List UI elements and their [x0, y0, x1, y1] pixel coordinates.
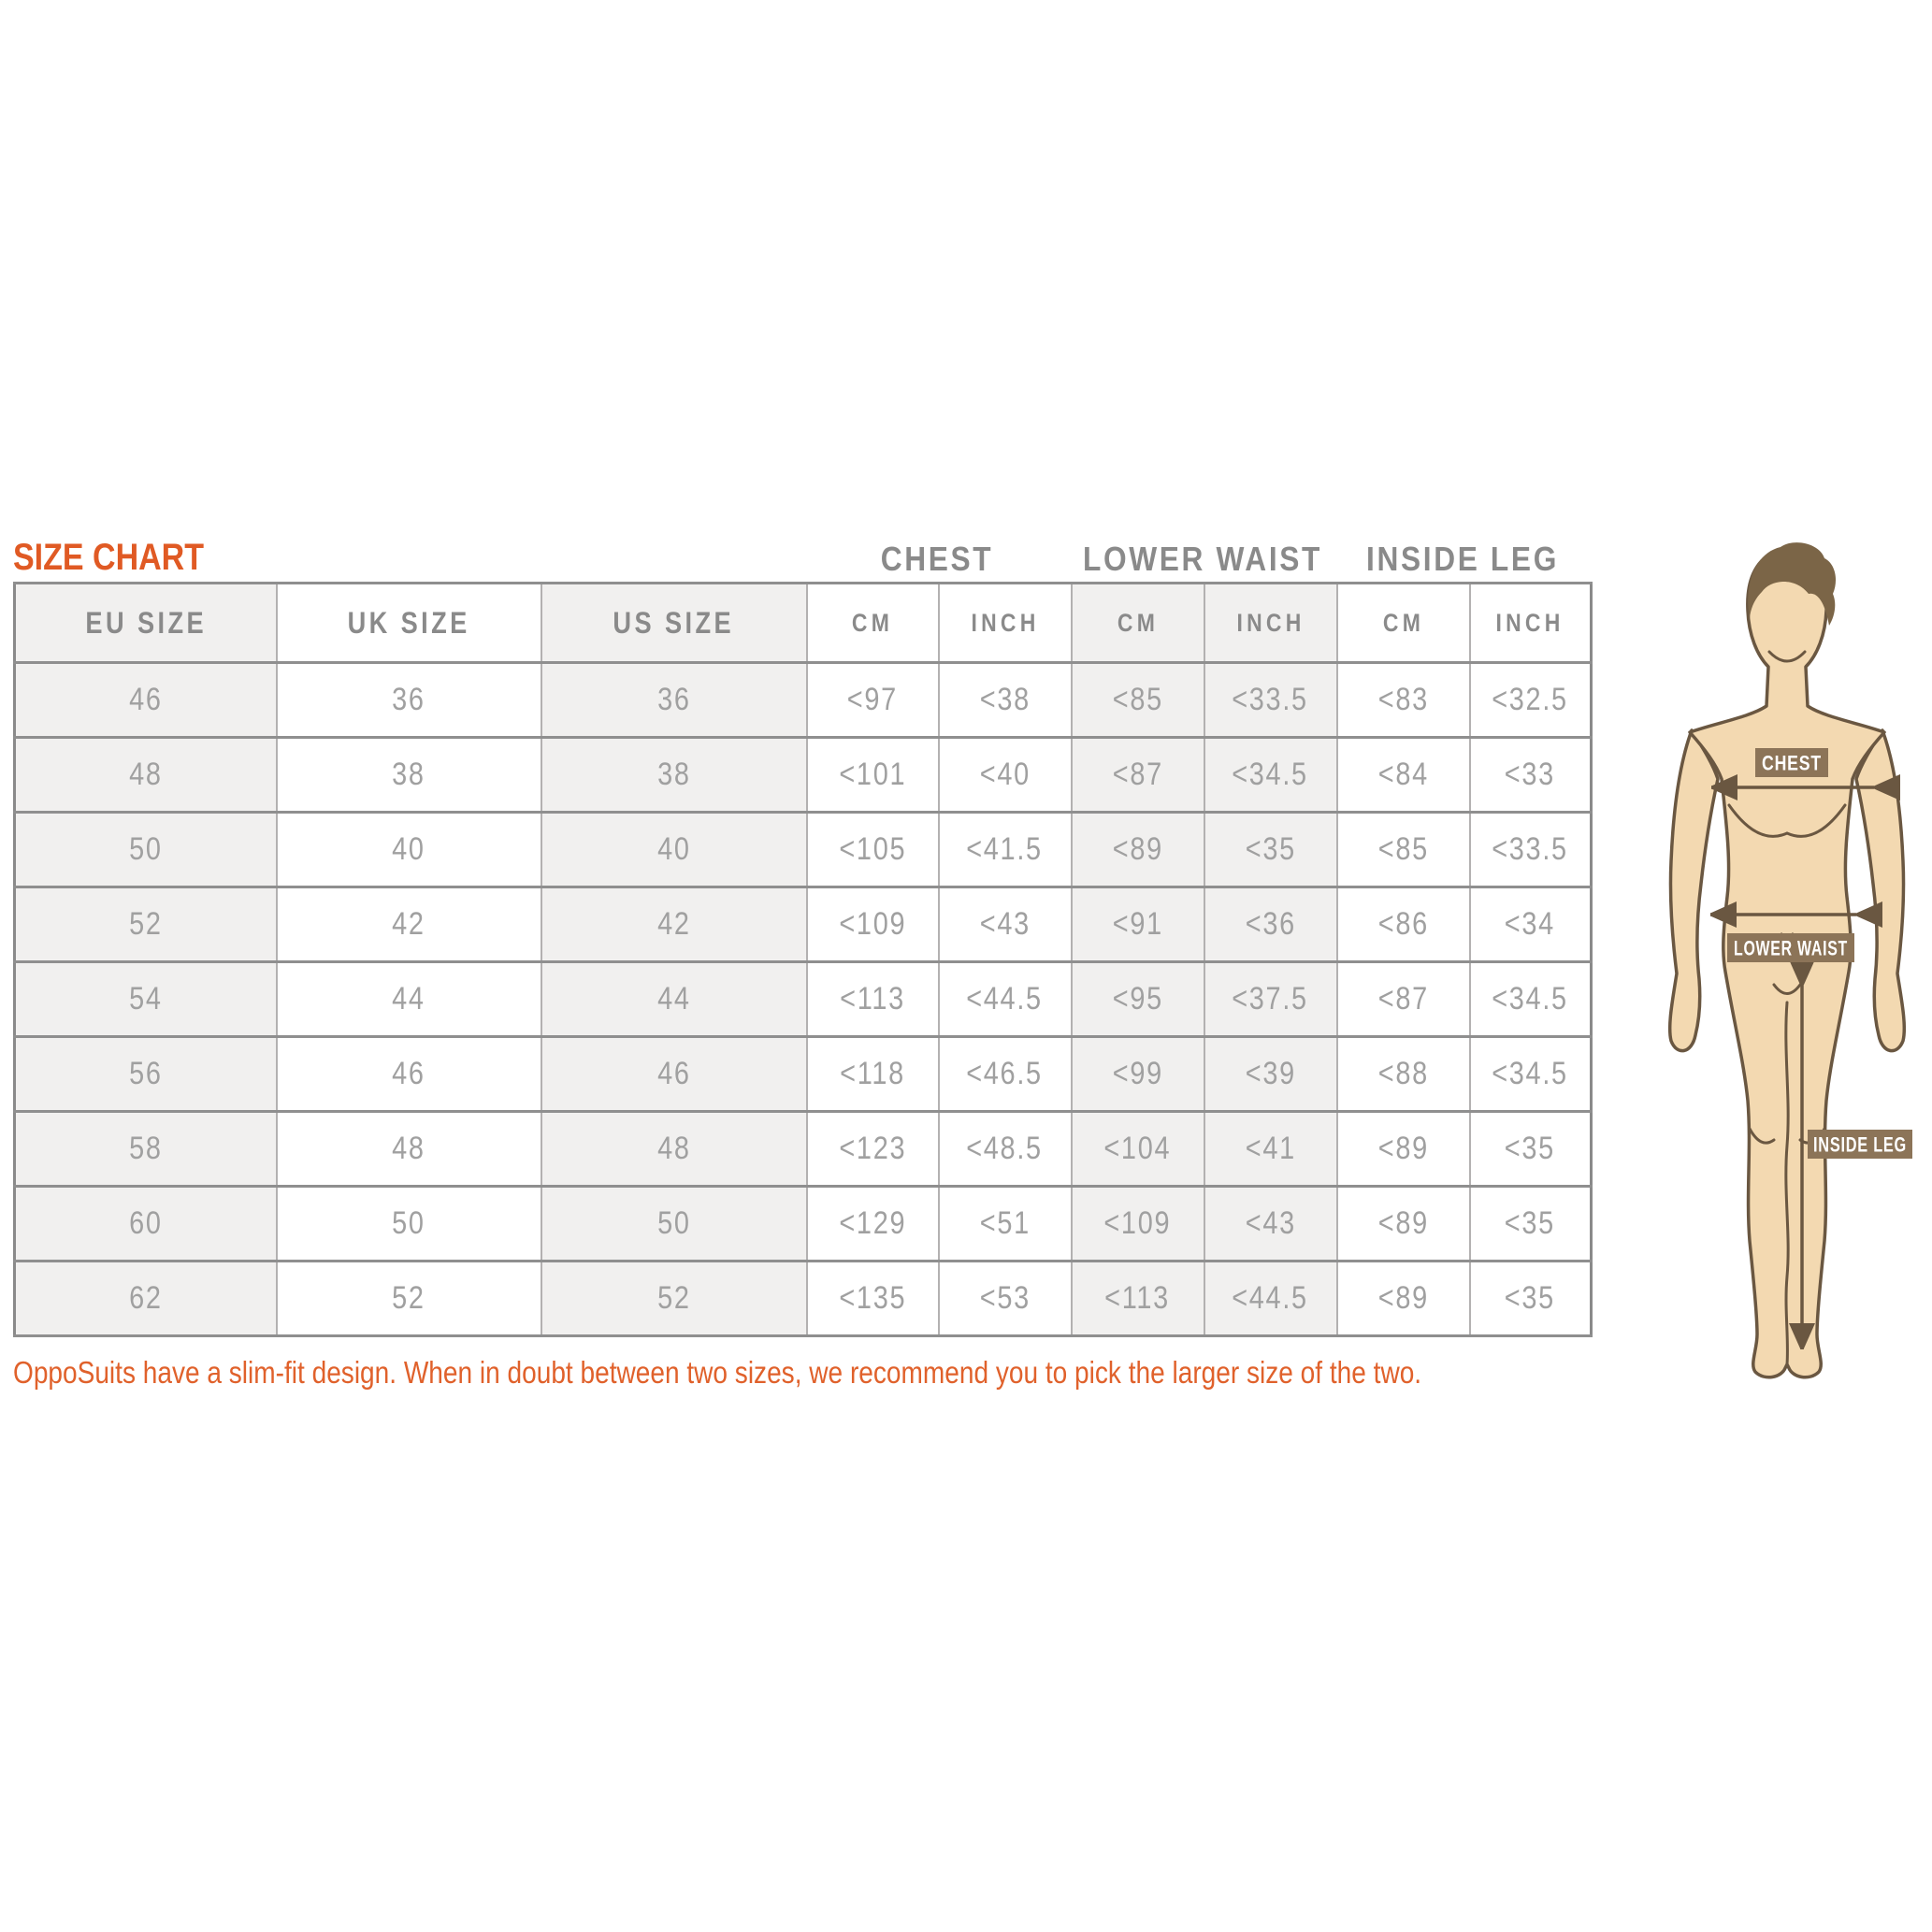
size-cell [15, 1112, 277, 1187]
size-cell [541, 663, 807, 738]
header-label: CM [1117, 608, 1159, 637]
size-cell [541, 1037, 807, 1112]
size-cell [1337, 1037, 1470, 1112]
size-cell [807, 813, 939, 887]
cell-value: <36 [1245, 906, 1296, 942]
size-cell [1470, 813, 1592, 887]
body-measurement-figure [1655, 538, 1932, 1435]
cell-value: <41 [1245, 1131, 1296, 1166]
cell-value: <89 [1377, 1131, 1429, 1166]
cell-value: 40 [392, 831, 425, 867]
cell-value: 62 [128, 1280, 163, 1316]
size-cell [939, 887, 1072, 962]
cell-value: <33 [1505, 757, 1556, 792]
cell-value: <109 [839, 906, 906, 942]
size-cell [277, 962, 541, 1037]
size-cell [1337, 887, 1470, 962]
size-cell [1470, 887, 1592, 962]
cell-value: <38 [979, 682, 1031, 717]
table-row [15, 813, 1592, 887]
page-title: SIZE CHART [13, 537, 204, 578]
cell-value: 48 [392, 1131, 425, 1166]
table-row [15, 1187, 1592, 1262]
cell-value: <44.5 [1232, 1280, 1309, 1316]
cell-value: <46.5 [966, 1056, 1044, 1091]
size-cell [15, 1262, 277, 1336]
cell-value: <86 [1377, 906, 1429, 942]
size-cell [15, 663, 277, 738]
cell-value: <123 [839, 1131, 906, 1166]
cell-value: <85 [1112, 682, 1163, 717]
cell-value: 50 [656, 1205, 691, 1241]
header-uk-size [277, 584, 541, 663]
lower-waist-label: LOWER WAIST [1734, 936, 1848, 960]
cell-value: <109 [1103, 1205, 1172, 1241]
size-cell [1337, 738, 1470, 813]
size-cell [939, 738, 1072, 813]
size-cell [1072, 813, 1204, 887]
header-label: INCH [970, 608, 1040, 637]
cell-value: <84 [1377, 757, 1429, 792]
size-chart-table [13, 582, 1593, 1337]
cell-value: <33.5 [1232, 682, 1309, 717]
size-cell [277, 738, 541, 813]
cell-value: <89 [1377, 1280, 1429, 1316]
cell-value: <39 [1245, 1056, 1296, 1091]
header-waist-cm [1072, 584, 1204, 663]
table-row [15, 1112, 1592, 1187]
size-cell [1204, 813, 1337, 887]
size-table-body [15, 663, 1592, 1336]
cell-value: 58 [128, 1131, 163, 1166]
cell-value: <35 [1245, 831, 1296, 867]
header-label: INCH [1235, 608, 1305, 637]
size-cell [541, 1187, 807, 1262]
cell-value: <85 [1377, 831, 1429, 867]
size-cell [1470, 738, 1592, 813]
size-cell [807, 1187, 939, 1262]
cell-value: <88 [1377, 1056, 1429, 1091]
header-label: UK SIZE [347, 605, 470, 640]
header-label: CM [851, 608, 894, 637]
cell-value: 46 [392, 1056, 425, 1091]
cell-value: <89 [1112, 831, 1163, 867]
size-cell [1204, 887, 1337, 962]
size-cell [277, 1112, 541, 1187]
cell-value: 36 [656, 682, 691, 717]
size-cell [1204, 1112, 1337, 1187]
cell-value: <113 [840, 981, 905, 1016]
size-cell [939, 1112, 1072, 1187]
cell-value: <129 [839, 1205, 906, 1241]
size-cell [1072, 738, 1204, 813]
table-row [15, 1262, 1592, 1336]
header-label: CM [1382, 608, 1424, 637]
size-cell [1204, 1037, 1337, 1112]
size-cell [939, 962, 1072, 1037]
cell-value: <34.5 [1492, 1056, 1569, 1091]
size-cell [1470, 1037, 1592, 1112]
cell-value: 42 [392, 906, 425, 942]
size-cell [277, 1262, 541, 1336]
cell-value: 44 [656, 981, 691, 1016]
cell-value: <34.5 [1492, 981, 1569, 1016]
cell-value: 42 [656, 906, 691, 942]
header-label: INCH [1495, 608, 1564, 637]
header-waist-inch [1204, 584, 1337, 663]
cell-value: <41.5 [966, 831, 1044, 867]
cell-value: 44 [392, 981, 425, 1016]
cell-value: <87 [1377, 981, 1429, 1016]
chest-label: CHEST [1762, 751, 1822, 775]
cell-value: 52 [656, 1280, 691, 1316]
cell-value: <32.5 [1492, 682, 1569, 717]
cell-value: 56 [128, 1056, 163, 1091]
size-cell [1470, 962, 1592, 1037]
table-row [15, 738, 1592, 813]
group-header-chest: CHEST [880, 540, 994, 578]
size-cell [15, 738, 277, 813]
size-cell [15, 1187, 277, 1262]
size-cell [1470, 1112, 1592, 1187]
size-cell [1337, 813, 1470, 887]
size-cell [541, 813, 807, 887]
size-cell [1204, 1262, 1337, 1336]
size-cell [1072, 1262, 1204, 1336]
cell-value: 38 [656, 757, 691, 792]
cell-value: <35 [1505, 1205, 1556, 1241]
size-cell [277, 887, 541, 962]
cell-value: <87 [1112, 757, 1163, 792]
size-cell [807, 1037, 939, 1112]
size-cell [1337, 1112, 1470, 1187]
table-row [15, 887, 1592, 962]
cell-value: <101 [839, 757, 906, 792]
size-cell [939, 813, 1072, 887]
cell-value: <135 [839, 1280, 906, 1316]
size-cell [1072, 1112, 1204, 1187]
table-row [15, 962, 1592, 1037]
cell-value: <83 [1377, 682, 1429, 717]
cell-value: <95 [1112, 981, 1163, 1016]
size-cell [15, 887, 277, 962]
cell-value: <91 [1112, 906, 1163, 942]
header-chest-cm [807, 584, 939, 663]
cell-value: 52 [128, 906, 163, 942]
cell-value: <89 [1377, 1205, 1429, 1241]
size-cell [541, 887, 807, 962]
cell-value: <34 [1505, 906, 1556, 942]
size-cell [277, 813, 541, 887]
size-cell [277, 1187, 541, 1262]
cell-value: <35 [1505, 1280, 1556, 1316]
size-cell [541, 1112, 807, 1187]
size-cell [807, 663, 939, 738]
cell-value: <97 [846, 682, 899, 717]
cell-value: <44.5 [966, 981, 1044, 1016]
size-cell [807, 887, 939, 962]
size-cell [1470, 1187, 1592, 1262]
cell-value: <105 [839, 831, 906, 867]
size-cell [939, 1262, 1072, 1336]
cell-value: <33.5 [1492, 831, 1569, 867]
size-cell [939, 663, 1072, 738]
size-cell [277, 1037, 541, 1112]
cell-value: <99 [1112, 1056, 1163, 1091]
size-cell [807, 1112, 939, 1187]
cell-value: <34.5 [1232, 757, 1309, 792]
size-cell [15, 813, 277, 887]
cell-value: <48.5 [966, 1131, 1044, 1166]
size-cell [807, 962, 939, 1037]
size-cell [541, 1262, 807, 1336]
size-cell [1072, 887, 1204, 962]
size-cell [1204, 962, 1337, 1037]
size-cell [15, 1037, 277, 1112]
male-figure-illustration [1655, 538, 1932, 1435]
size-cell [1072, 1187, 1204, 1262]
cell-value: 48 [128, 757, 163, 792]
cell-value: 50 [392, 1205, 425, 1241]
size-cell [939, 1037, 1072, 1112]
cell-value: <35 [1505, 1131, 1556, 1166]
table-row [15, 663, 1592, 738]
cell-value: 36 [392, 682, 425, 717]
size-cell [277, 663, 541, 738]
group-header-inside-leg: INSIDE LEG [1366, 540, 1559, 578]
size-cell [807, 1262, 939, 1336]
cell-value: 46 [656, 1056, 691, 1091]
size-cell [541, 962, 807, 1037]
header-leg-inch [1470, 584, 1592, 663]
cell-value: <118 [840, 1056, 905, 1091]
cell-value: <37.5 [1232, 981, 1309, 1016]
cell-value: 50 [128, 831, 163, 867]
cell-value: <53 [979, 1280, 1031, 1316]
cell-value: <113 [1104, 1280, 1171, 1316]
cell-value: 52 [392, 1280, 425, 1316]
size-cell [1072, 1037, 1204, 1112]
cell-value: <104 [1103, 1131, 1172, 1166]
size-cell [1204, 738, 1337, 813]
header-us-size [541, 584, 807, 663]
table-row [15, 1037, 1592, 1112]
cell-value: 46 [128, 682, 163, 717]
size-cell [1337, 1187, 1470, 1262]
header-eu-size [15, 584, 277, 663]
size-cell [1337, 1262, 1470, 1336]
size-cell [541, 738, 807, 813]
header-label: US SIZE [613, 605, 735, 640]
size-cell [1072, 663, 1204, 738]
table-header-row [15, 584, 1592, 663]
size-cell [939, 1187, 1072, 1262]
cell-value: 40 [656, 831, 691, 867]
size-cell [1204, 1187, 1337, 1262]
size-cell [1470, 663, 1592, 738]
cell-value: 54 [128, 981, 163, 1016]
size-cell [1337, 962, 1470, 1037]
header-label: EU SIZE [84, 605, 207, 640]
header-chest-inch [939, 584, 1072, 663]
header-leg-cm [1337, 584, 1470, 663]
size-cell [1204, 663, 1337, 738]
cell-value: <43 [1245, 1205, 1296, 1241]
inside-leg-label: INSIDE LEG [1813, 1132, 1907, 1157]
group-header-lower-waist: LOWER WAIST [1082, 540, 1323, 578]
size-cell [1337, 663, 1470, 738]
size-cell [15, 962, 277, 1037]
size-cell [1072, 962, 1204, 1037]
cell-value: 48 [656, 1131, 691, 1166]
size-cell [1470, 1262, 1592, 1336]
cell-value: 38 [392, 757, 425, 792]
cell-value: <51 [979, 1205, 1031, 1241]
cell-value: <40 [979, 757, 1031, 792]
cell-value: 60 [128, 1205, 163, 1241]
cell-value: <43 [979, 906, 1031, 942]
size-cell [807, 738, 939, 813]
footer-note: OppoSuits have a slim-fit design. When in doubt between two sizes, we recommend you to pick the larger size of the two. [13, 1355, 1422, 1390]
